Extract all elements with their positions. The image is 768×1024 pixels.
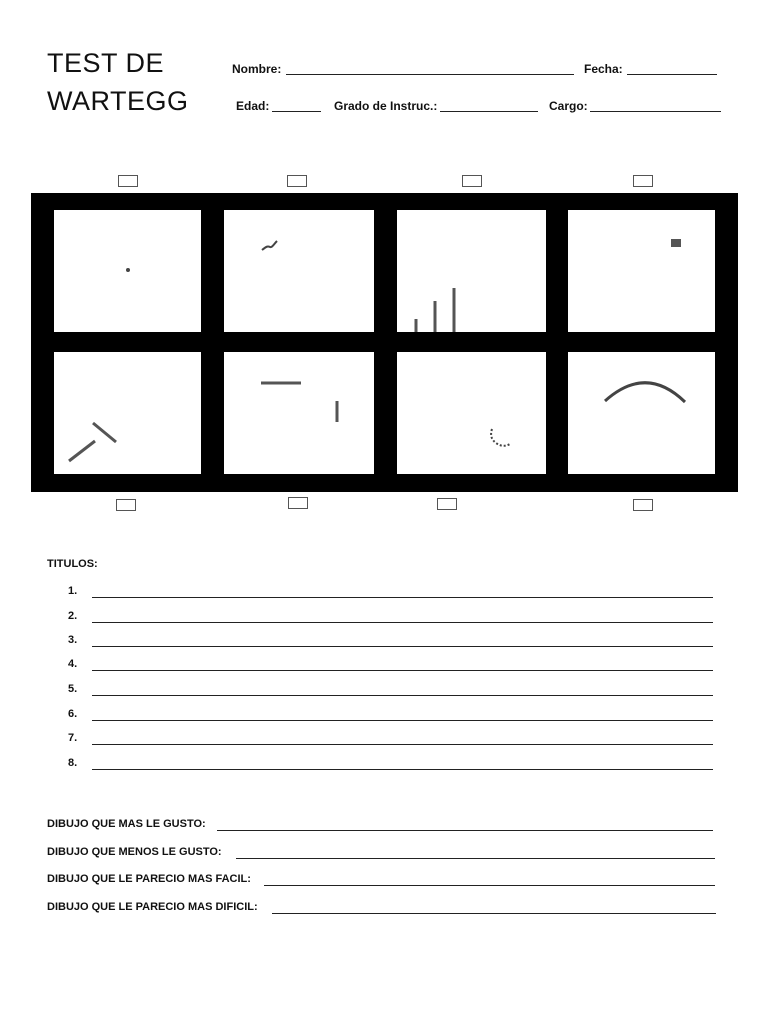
nombre-label: Nombre:: [232, 62, 282, 76]
grado-field[interactable]: [440, 111, 538, 112]
diagonal-lines-stimulus: [54, 352, 201, 474]
stimulus-cell-5[interactable]: [54, 352, 201, 474]
bottom-checkbox-2[interactable]: [288, 497, 308, 509]
ascending-lines-stimulus: [397, 210, 546, 332]
title-number-2: 2.: [68, 610, 78, 622]
lines-stimulus: [224, 352, 374, 474]
title-number-4: 4.: [68, 658, 78, 670]
question-hardest-label: DIBUJO QUE LE PARECIO MAS DIFICIL:: [47, 901, 258, 913]
wartegg-grid: [31, 193, 738, 492]
top-checkbox-1[interactable]: [118, 175, 138, 187]
top-checkbox-4[interactable]: [633, 175, 653, 187]
question-most-liked-field[interactable]: [217, 830, 713, 831]
top-checkbox-2[interactable]: [287, 175, 307, 187]
title-line-5[interactable]: [92, 695, 713, 696]
title-number-3: 3.: [68, 634, 78, 646]
question-easiest-field[interactable]: [264, 885, 715, 886]
bottom-checkbox-1[interactable]: [116, 499, 136, 511]
titulos-heading: TITULOS:: [47, 558, 98, 570]
stimulus-cell-1[interactable]: [54, 210, 201, 332]
stimulus-cell-7[interactable]: [397, 352, 546, 474]
nombre-field[interactable]: [286, 74, 574, 75]
title-line-8[interactable]: [92, 769, 713, 770]
stimulus-cell-8[interactable]: [568, 352, 715, 474]
arc-stimulus: [568, 352, 715, 474]
dot-stimulus: [54, 210, 201, 332]
cargo-label: Cargo:: [549, 99, 588, 113]
stimulus-cell-4[interactable]: [568, 210, 715, 332]
test-title-line-1: TEST DE: [47, 48, 165, 78]
square-stimulus: [568, 210, 715, 332]
title-number-5: 5.: [68, 683, 78, 695]
title-line-4[interactable]: [92, 670, 713, 671]
question-least-liked-field[interactable]: [236, 858, 715, 859]
cargo-field[interactable]: [590, 111, 721, 112]
title-number-1: 1.: [68, 585, 78, 597]
bottom-checkbox-4[interactable]: [633, 499, 653, 511]
question-easiest-label: DIBUJO QUE LE PARECIO MAS FACIL:: [47, 873, 251, 885]
title-line-2[interactable]: [92, 622, 713, 623]
title-number-8: 8.: [68, 757, 78, 769]
grado-label: Grado de Instruc.:: [334, 99, 438, 113]
stimulus-cell-2[interactable]: [224, 210, 374, 332]
title-line-3[interactable]: [92, 646, 713, 647]
title-line-7[interactable]: [92, 744, 713, 745]
dotted-arc-stimulus: [397, 352, 546, 474]
question-hardest-field[interactable]: [272, 913, 716, 914]
stimulus-cell-6[interactable]: [224, 352, 374, 474]
edad-label: Edad:: [236, 99, 270, 113]
stimulus-cell-3[interactable]: [397, 210, 546, 332]
fecha-field[interactable]: [627, 74, 717, 75]
question-most-liked-label: DIBUJO QUE MAS LE GUSTO:: [47, 818, 206, 830]
test-title-line-2: WARTEGG: [47, 86, 189, 116]
title-number-6: 6.: [68, 708, 78, 720]
fecha-label: Fecha:: [584, 62, 623, 76]
title-line-1[interactable]: [92, 597, 713, 598]
bottom-checkbox-3[interactable]: [437, 498, 457, 510]
title-line-6[interactable]: [92, 720, 713, 721]
edad-field[interactable]: [272, 111, 321, 112]
top-checkbox-3[interactable]: [462, 175, 482, 187]
wavy-line-stimulus: [224, 210, 374, 332]
question-least-liked-label: DIBUJO QUE MENOS LE GUSTO:: [47, 846, 222, 858]
title-number-7: 7.: [68, 732, 78, 744]
